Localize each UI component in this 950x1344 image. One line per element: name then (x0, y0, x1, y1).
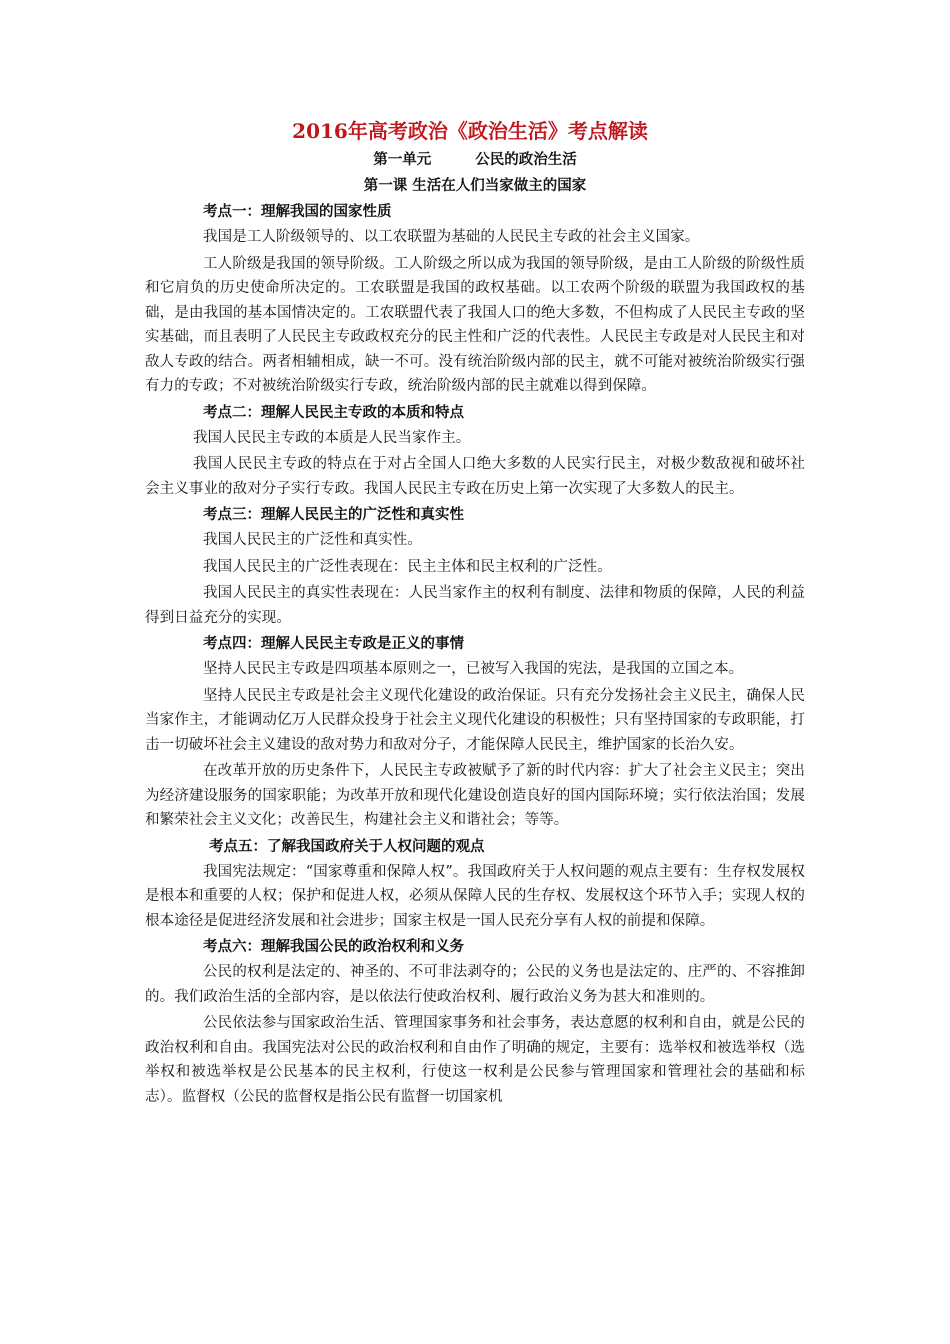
section-heading: 考点三：理解人民民主的广泛性和真实性 (203, 506, 464, 523)
section-1 (145, 200, 805, 399)
section-heading: 考点二：理解人民民主专政的本质和特点 (203, 403, 464, 421)
paragraph: 我国是工人阶级领导的、以工农联盟为基础的人民民主专政的社会主义国家。 (203, 229, 700, 245)
paragraph: 坚持人民民主专政是四项基本原则之一，已被写入我国的宪法，是我国的立国之本。 (203, 661, 744, 677)
paragraph: 我国宪法规定：“国家尊重和保障人权”。我国政府关于人权问题的观点主要有：生存权发展权是根本和重要的人权；保护和促进人权，必须从保障人民的生存权、发展权这个环节入手；实现人权的根本途径是促进经济发展和社会进步；国家主权是一国人民充分享有人权的前提和保障。 (145, 863, 805, 929)
section-heading: 考点四：理解人民民主专政是正义的事情 (203, 635, 464, 652)
section-3 (145, 503, 805, 630)
unit-heading (145, 148, 805, 174)
paragraph: 在改革开放的历史条件下，人民民主专政被赋予了新的时代内容：扩大了社会主义民主；突出为经济建设服务的国家职能；为改革开放和现代化建设创造良好的国内国际环境；实行依法治国；发展和繁荣社会主义文化；改善民生，构建社会主义和谐社会；等等。 (145, 763, 805, 828)
paragraph: 我国人民民主的广泛性表现在：民主主体和民主权利的广泛性。 (203, 558, 612, 575)
lesson-heading: 第一课 生活在人们当家做主的国家 (363, 177, 587, 194)
paragraph: 坚持人民民主专政是社会主义现代化建设的政治保证。只有充分发扬社会主义民主，确保人民当家作主，才能调动亿万人民群众投身于社会主义现代化建设的积极性；只有坚持国家的专政职能，打击一切破坏社会主义建设的敌对势力和敌对分子，才能保障人民民主，维护国家的长治久安。 (145, 687, 805, 753)
section-6 (145, 935, 805, 1109)
section-heading: 考点六：理解我国公民的政治权利和义务 (203, 938, 464, 955)
paragraph: 我国人民民主的广泛性和真实性。 (203, 532, 422, 548)
paragraph: 公民的权利是法定的、神圣的、不可非法剥夺的；公民的义务也是法定的、庄严的、不容推卸的。我们政治生活的全部内容，是以依法行使政治权利、履行政治义务为甚大和准则的。 (145, 964, 805, 1005)
section-5 (145, 835, 805, 934)
section-heading: 考点五：了解我国政府关于人权问题的观点 (209, 837, 485, 855)
paragraph: 我国人民民主的真实性表现在：人民当家作主的权利有制度、法律和物质的保障，人民的利益得到日益充分的实现。 (145, 585, 805, 626)
document-title: 2016年高考政治《政治生活》考点解读 (292, 119, 648, 143)
unit-number: 第一单元 (373, 151, 432, 168)
paragraph: 公民依法参与国家政治生活、管理国家事务和社会事务，表达意愿的权利和自由，就是公民的政治权利和自由。我国宪法对公民的政治权利和自由作了明确的规定，主要有：选举权和被选举权（选举权和被选举权是公民基本的民主权利，行使这一权利是公民参与管理国家和管理社会的基础和标志）。监督权（公民的监督权是指公民有监督一切国家机 (145, 1015, 805, 1105)
unit-name: 公民的政治生活 (475, 151, 577, 168)
paragraph: 工人阶级是我国的领导阶级。工人阶级之所以成为我国的领导阶级，是由工人阶级的阶级性质和它肩负的历史使命所决定的。工农联盟是我国的政权基础。以工农两个阶级的联盟为我国政权的基础，是由我国的基本国情决定的。工农联盟代表了我国人口的绝大多数，不但构成了人民民主专政的坚实基础，而且表明了人民民主专政政权充分的民主性和广泛的代表性。人民民主专政是对人民民主和对敌人专政的结合。两者相辅相成，缺一不可。没有统治阶级内部的民主，就不可能对被统治阶级实行强有力的专政；不对被统治阶级实行专政，统治阶级内部的民主就难以得到保障。 (145, 255, 805, 394)
section-4 (145, 632, 805, 833)
paragraph: 我国人民民主专政的本质是人民当家作主。 (193, 429, 471, 446)
paragraph: 我国人民民主专政的特点在于对占全国人口绝大多数的人民实行民主，对极少数敌视和破坏社会主义事业的敌对分子实行专政。我国人民民主专政在历史上第一次实现了大多数人的民主。 (145, 456, 805, 497)
document-body (145, 116, 805, 1111)
section-heading: 考点一：理解我国的国家性质 (203, 203, 392, 220)
section-2 (145, 401, 805, 502)
